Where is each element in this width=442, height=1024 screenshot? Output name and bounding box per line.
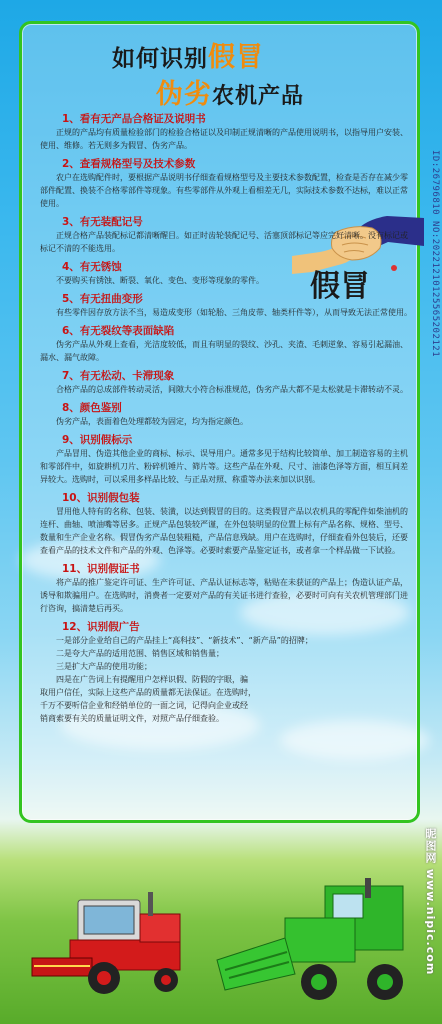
section	[40, 620, 412, 725]
section-body: 正规的产品均有质量检验部门的检验合格证以及印制正规清晰的产品使用说明书，以指导用户安装、使用、维修。若无则多为假冒、伪劣产品。	[40, 128, 408, 150]
section-body: 合格产品的总成部件转动灵活，间隙大小符合标准规范，伪劣产品大都不是太松就是卡滞转动不灵。	[56, 385, 408, 394]
section-heading: 5、有无扭曲变形	[62, 293, 143, 305]
jiamao-text: 假冒	[310, 269, 370, 304]
section	[40, 369, 412, 396]
section	[40, 292, 412, 319]
section-body: 冒用他人特有的名称、包装、装潢，以达到假冒的目的。这类假冒产品以农机具的零配件如柴油机的连杆、曲轴、喷油嘴等居多。正规产品包装较严谨，在外包装明显的位置上标有产品名称、规格、型号、数量和生产企业名称。假冒伪劣产品包装粗糙，产品信息残缺。用户在选购时，仔细查看外包装后，还要查看产品的技术文件和产品的外观、色泽等。必要时索要产品鉴定证书，或者拿一个样品做一下试验。	[40, 507, 408, 555]
section-heading: 8、颜色鉴别	[62, 402, 122, 414]
content-list	[40, 112, 412, 730]
section-body-line: 一是部分企业给自己的产品挂上“高科技”、“新技术”、“新产品”的招牌；	[56, 636, 313, 645]
section-body: 将产品的推广鉴定许可证、生产许可证、产品认证标志等，粘贴在未获证的产品上；伪造认证产品，诱导和欺骗用户。在选购时，消费者一定要对产品的有关证书进行查验，必要时可向有关农机管理部门进行咨询，搞清楚后再买。	[40, 578, 408, 613]
title-highlight: 伪劣	[156, 79, 212, 110]
title-text: 如何识别	[112, 46, 208, 72]
section-heading: 7、有无松动、卡滞现象	[62, 370, 175, 382]
section-body-line: 四是在广告词上有提醒用户怎样识假、防假的字眼，骗	[56, 675, 248, 684]
nipic-watermark: 昵图网 www.nipic.com	[424, 828, 437, 976]
section-body: 正规合格产品装配标记都清晰醒目。如正时齿轮装配记号、活塞顶部标记等应完好清晰。没有标记或标记不清的不能选用。	[40, 231, 408, 253]
section	[40, 157, 412, 210]
section-body-line: 三是扩大产品的使用功能；	[56, 662, 152, 671]
title-text: 农机产品	[212, 84, 305, 109]
section-heading: 3、有无装配记号	[62, 216, 143, 228]
id-watermark: ID:26796810 NO:20221210125565202121	[430, 150, 440, 358]
section-body-line: 千万不要听信企业和经销单位的一面之词，记得向企业或经	[40, 701, 248, 710]
section	[40, 215, 412, 255]
section-body-line: 销商索要有关的质量证明文件，对照产品仔细查验。	[40, 714, 224, 723]
section-body-line: 二是夸大产品的适用范围、销售区域和销售量；	[56, 649, 224, 658]
section	[40, 401, 412, 428]
section	[40, 260, 412, 287]
section-heading: 9、识别假标示	[62, 434, 133, 446]
section	[40, 112, 412, 152]
section-body-line: 取用户信任，实际上这些产品的质量都无法保证。在选购时，	[40, 688, 256, 697]
section	[40, 491, 412, 557]
section-heading: 2、查看规格型号及技术参数	[62, 158, 196, 170]
title-line-1	[112, 35, 342, 74]
section-heading: 1、看有无产品合格证及说明书	[62, 113, 206, 125]
green-harvester-image	[215, 878, 415, 1006]
red-harvester-image	[30, 880, 200, 1000]
section-body: 伪劣产品从外观上查看，光洁度较低，而且有明显的裂纹、沙孔、夹渣、毛刺逆象、容易引起漏油、漏水、漏气故障。	[40, 340, 408, 362]
section	[40, 324, 412, 364]
section-body: 伪劣产品，表面着色处理都较为固定，均为指定颜色。	[56, 417, 248, 426]
section	[40, 562, 412, 615]
section-body: 产品冒用、伪造其他企业的商标、标示、误导用户。通常多见于结构比较简单、加工制造容易的主机和零部件中，如旋耕机刀片、粉碎机锤片、筛片等。这些产品在外观、尺寸、油漆色泽等方面，相互间差异较大。选购时，可以采用多样品比较、与正品对照、称重等办法来加以识别。	[40, 449, 408, 484]
section-heading: 4、有无锈蚀	[62, 261, 122, 273]
section-heading: 6、有无裂纹等表面缺陷	[62, 325, 175, 337]
section-heading: 10、识别假包装	[62, 492, 140, 504]
title-highlight: 假冒	[208, 42, 264, 73]
section-heading: 12、识别假广告	[62, 621, 140, 633]
section-body: 农户在选购配件时，要根据产品说明书仔细查看规格型号及主要技术参数配置，检查是否存在减少零部件配置、换装不合格零部件等现象。有些零部件从外观上看相差无几，实际技术参数不达标，难以正常使用。	[40, 173, 408, 208]
poster-title	[112, 35, 342, 111]
section-body: 不要购买有锈蚀、断裂、氧化、变色、变形等现象的零件。	[56, 276, 264, 285]
section-heading: 11、识别假证书	[62, 563, 140, 575]
section-body: 有些零件因存放方法不当，易造成变形（如轮胎、三角皮带、轴类杆件等），从而导致无法正常使用。	[56, 308, 412, 317]
title-line-2	[156, 72, 342, 111]
section	[40, 433, 412, 486]
